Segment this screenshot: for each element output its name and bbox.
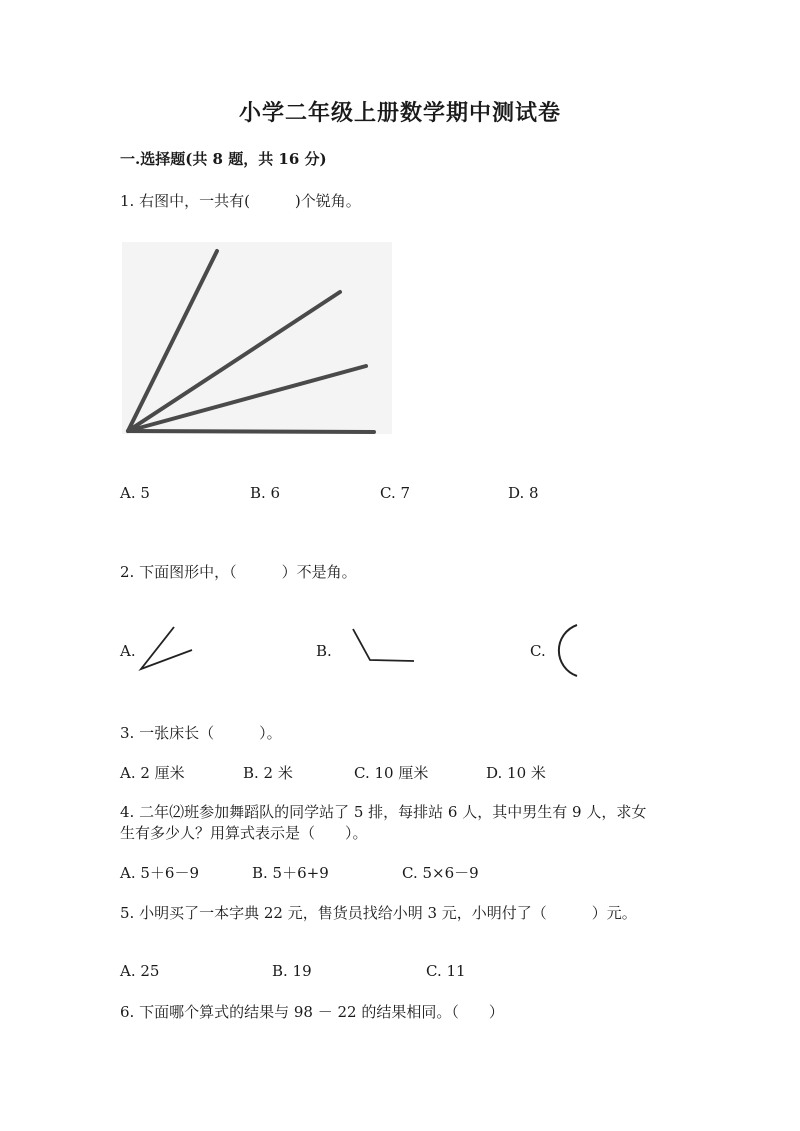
q5-option-a: A. 25: [120, 962, 160, 980]
question-5-text: 5. 小明买了一本字典 22 元，售货员找给小明 3 元，小明付了（ ）元。: [120, 904, 637, 922]
q2-option-a: A.: [120, 642, 136, 660]
q4-option-a: A. 5＋6－9: [120, 864, 199, 882]
ray-4: [128, 431, 374, 432]
question-1-text: 1. 右图中，一共有( )个锐角。: [120, 192, 361, 210]
q2-option-b: B.: [316, 642, 332, 660]
q4-option-b: B. 5＋6+9: [252, 864, 329, 882]
q5-option-b: B. 19: [272, 962, 312, 980]
q3-option-a: A. 2 厘米: [120, 764, 185, 782]
q1-option-a: A. 5: [120, 484, 150, 502]
angle-figure-a: [138, 624, 198, 674]
question-4-line-2: 生有多少人？用算式表示是（ ）。: [120, 824, 368, 842]
question-4-line-1: 4. 二年⑵班参加舞蹈队的同学站了 5 排，每排站 6 人，其中男生有 9 人，求女: [120, 803, 647, 821]
q3-option-b: B. 2 米: [243, 764, 293, 782]
arc-figure-c: [545, 622, 585, 682]
q1-option-c: C. 7: [380, 484, 411, 502]
angle-figure-b: [350, 626, 420, 666]
question-3-text: 3. 一张床长（ ）。: [120, 724, 282, 742]
question-6-text: 6. 下面哪个算式的结果与 98 － 22 的结果相同。（ ）: [120, 1003, 504, 1021]
q4-option-c: C. 5×6－9: [402, 864, 479, 882]
q2-option-c: C.: [530, 642, 546, 660]
q5-option-c: C. 11: [426, 962, 466, 980]
q3-option-c: C. 10 厘米: [354, 764, 429, 782]
figure-background: [122, 242, 392, 434]
q1-option-d: D. 8: [508, 484, 539, 502]
acute-angles-figure: [120, 240, 395, 440]
q1-option-b: B. 6: [250, 484, 281, 502]
question-2-text: 2. 下面图形中，（ ）不是角。: [120, 563, 357, 581]
section-heading: 一.选择题(共 8 题，共 16 分): [120, 150, 327, 168]
page-title: 小学二年级上册数学期中测试卷: [238, 100, 561, 126]
q3-option-d: D. 10 米: [486, 764, 546, 782]
